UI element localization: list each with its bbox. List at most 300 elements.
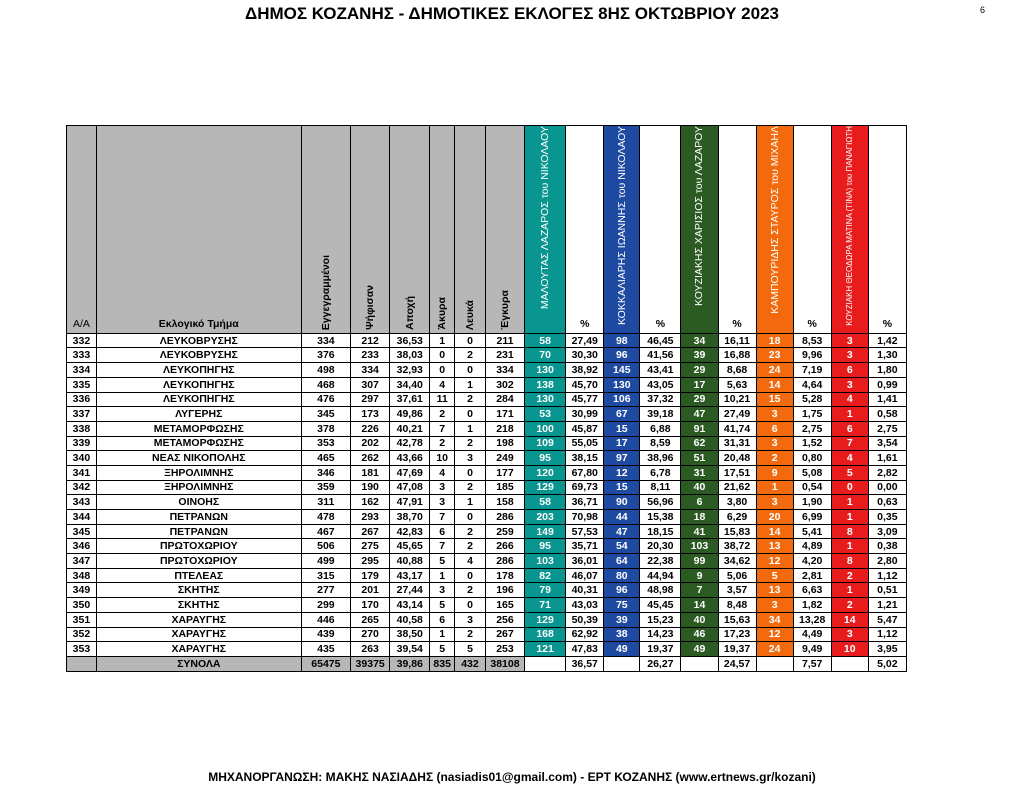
table-cell: 3,09	[868, 524, 906, 539]
header-blank: Λευκά	[455, 126, 486, 334]
header-candidate-2: ΚΟΚΚΑΛΙΑΡΗΣ ΙΩΑΝΝΗΣ του ΝΙΚΟΛΑΟΥ	[604, 126, 640, 334]
table-cell: 11	[430, 392, 455, 407]
table-cell: 253	[485, 642, 524, 657]
table-cell: 352	[67, 627, 97, 642]
table-cell: 211	[485, 333, 524, 348]
table-cell: 106	[604, 392, 640, 407]
table-cell: 51	[681, 451, 718, 466]
totals-cell: 36,57	[566, 656, 604, 671]
table-cell: 38,72	[718, 539, 756, 554]
table-cell: 0,63	[868, 495, 906, 510]
table-row	[67, 539, 907, 554]
table-cell: 334	[351, 363, 390, 378]
table-cell: 2	[455, 348, 486, 363]
table-row	[67, 627, 907, 642]
table-cell: 31,31	[718, 436, 756, 451]
table-cell: 98	[604, 333, 640, 348]
table-cell: 2	[455, 392, 486, 407]
table-cell: 48,98	[640, 583, 681, 598]
table-cell: 45,45	[640, 598, 681, 613]
table-cell: 23	[756, 348, 793, 363]
table-cell: 70	[525, 348, 566, 363]
page-number: 6	[980, 5, 986, 15]
table-cell: 2,81	[793, 568, 831, 583]
table-cell: 344	[67, 510, 97, 525]
table-cell: 41,56	[640, 348, 681, 363]
table-cell: 7	[430, 421, 455, 436]
table-cell: 40	[681, 612, 718, 627]
table-cell: 338	[67, 421, 97, 436]
table-cell: 5,28	[793, 392, 831, 407]
table-cell: 43,14	[390, 598, 430, 613]
table-row	[67, 568, 907, 583]
table-cell: 67,80	[566, 465, 604, 480]
table-cell: 333	[67, 348, 97, 363]
table-cell: 46,45	[640, 333, 681, 348]
table-row	[67, 333, 907, 348]
totals-cell: 39,86	[390, 656, 430, 671]
table-cell: 90	[604, 495, 640, 510]
table-cell: 8	[831, 524, 868, 539]
table-cell: 1,52	[793, 436, 831, 451]
header-candidate-1: ΜΑΛΟΥΤΑΣ ΛΑΖΑΡΟΣ του ΝΙΚΟΛΑΟΥ	[525, 126, 566, 334]
table-cell: 286	[485, 510, 524, 525]
table-cell: 351	[67, 612, 97, 627]
table-cell: 233	[351, 348, 390, 363]
page-title: ΔΗΜΟΣ ΚΟΖΑΝΗΣ - ΔΗΜΟΤΙΚΕΣ ΕΚΛΟΓΕΣ 8ΗΣ ΟΚΤΩΒΡΙΟΥ 2023	[245, 4, 779, 23]
table-cell: 7	[681, 583, 718, 598]
table-cell: 342	[67, 480, 97, 495]
table-cell: 1	[831, 407, 868, 422]
header-pct-1: %	[566, 126, 604, 334]
table-cell: 0	[455, 598, 486, 613]
table-cell: 350	[67, 598, 97, 613]
table-cell: 29	[681, 363, 718, 378]
table-cell: 3	[756, 495, 793, 510]
table-cell: 1	[831, 583, 868, 598]
table-cell: 53	[525, 407, 566, 422]
table-row	[67, 598, 907, 613]
table-cell: 0	[455, 333, 486, 348]
table-row	[67, 583, 907, 598]
table-row	[67, 451, 907, 466]
header-dept: Εκλογικό Τμήμα	[96, 126, 301, 334]
table-cell: 2	[831, 568, 868, 583]
table-cell: 1,12	[868, 627, 906, 642]
table-cell: 0,58	[868, 407, 906, 422]
table-cell: 2	[455, 539, 486, 554]
table-row	[67, 510, 907, 525]
table-cell: 40	[681, 480, 718, 495]
totals-cell: 24,57	[718, 656, 756, 671]
table-cell: 0,80	[793, 451, 831, 466]
totals-cell: 10011	[604, 656, 640, 671]
table-cell: 3	[831, 348, 868, 363]
table-cell: 349	[67, 583, 97, 598]
table-cell: 165	[485, 598, 524, 613]
table-cell: ΣΚΗΤΗΣ	[96, 598, 301, 613]
table-cell: 6,88	[640, 421, 681, 436]
table-cell: 3,54	[868, 436, 906, 451]
table-cell: 2	[455, 524, 486, 539]
table-cell: 1,42	[868, 333, 906, 348]
table-cell: 8,11	[640, 480, 681, 495]
table-cell: 54	[604, 539, 640, 554]
table-cell: 3,95	[868, 642, 906, 657]
table-cell: 96	[604, 583, 640, 598]
table-cell: 1	[831, 539, 868, 554]
table-cell: 19,37	[640, 642, 681, 657]
totals-cell: 13935	[525, 656, 566, 671]
table-cell: 173	[351, 407, 390, 422]
table-cell: 34,40	[390, 377, 430, 392]
table-cell: 130	[525, 363, 566, 378]
table-cell: 38,92	[566, 363, 604, 378]
table-cell: 203	[525, 510, 566, 525]
table-cell: 36,53	[390, 333, 430, 348]
table-cell: 38,15	[566, 451, 604, 466]
table-cell: 39	[681, 348, 718, 363]
table-cell: 130	[604, 377, 640, 392]
table-cell: 6,63	[793, 583, 831, 598]
totals-cell: 1913	[831, 656, 868, 671]
table-cell: 58	[525, 333, 566, 348]
totals-cell: 39375	[351, 656, 390, 671]
table-cell: 478	[301, 510, 350, 525]
table-cell: 190	[351, 480, 390, 495]
table-cell: 8,48	[718, 598, 756, 613]
table-cell: 179	[351, 568, 390, 583]
table-cell: ΜΕΤΑΜΟΡΦΩΣΗΣ	[96, 421, 301, 436]
table-cell: ΝΕΑΣ ΝΙΚΟΠΟΛΗΣ	[96, 451, 301, 466]
totals-cell: 26,27	[640, 656, 681, 671]
table-cell: 40,88	[390, 554, 430, 569]
table-cell: 45,65	[390, 539, 430, 554]
table-cell: 103	[525, 554, 566, 569]
table-cell: 435	[301, 642, 350, 657]
table-cell: 226	[351, 421, 390, 436]
table-cell: 18	[756, 333, 793, 348]
table-cell: 177	[485, 465, 524, 480]
table-cell: 29	[681, 392, 718, 407]
table-cell: 8	[831, 554, 868, 569]
table-cell: 468	[301, 377, 350, 392]
table-cell: 27,49	[566, 333, 604, 348]
header-candidate-5: ΚΟΥΖΙΑΚΗ ΘΕΟΔΩΡΑ ΜΑΤΙΝΑ (ΤΙΝΑ) του ΠΑΝΑΓΙΩΤΗ	[831, 126, 868, 334]
table-cell: 4	[831, 392, 868, 407]
table-cell: 43,05	[640, 377, 681, 392]
table-cell: 6	[430, 612, 455, 627]
table-row	[67, 421, 907, 436]
table-cell: 277	[301, 583, 350, 598]
table-row	[67, 495, 907, 510]
table-cell: 37,32	[640, 392, 681, 407]
table-cell: 249	[485, 451, 524, 466]
table-cell: ΛΕΥΚΟΒΡΥΣΗΣ	[96, 333, 301, 348]
table-cell: 40,58	[390, 612, 430, 627]
table-cell: 15,63	[718, 612, 756, 627]
table-cell: 15	[604, 421, 640, 436]
table-cell: 9,49	[793, 642, 831, 657]
table-cell: 5,06	[718, 568, 756, 583]
table-cell: ΣΚΗΤΗΣ	[96, 583, 301, 598]
table-cell: 297	[351, 392, 390, 407]
table-cell: 43,41	[640, 363, 681, 378]
table-cell: 0	[455, 568, 486, 583]
table-cell: 7	[831, 436, 868, 451]
table-cell: 1	[831, 495, 868, 510]
table-cell: 337	[67, 407, 97, 422]
table-cell: 0,00	[868, 480, 906, 495]
table-cell: 5	[831, 465, 868, 480]
table-cell: 3,80	[718, 495, 756, 510]
header-candidate-4: ΚΑΜΠΟΥΡΙΔΗΣ ΣΤΑΥΡΟΣ του ΜΙΧΑΗΛ	[756, 126, 793, 334]
table-cell: ΞΗΡΟΛΙΜΝΗΣ	[96, 465, 301, 480]
table-cell: ΛΕΥΚΟΠΗΓΗΣ	[96, 377, 301, 392]
table-cell: 4,49	[793, 627, 831, 642]
table-cell: 12	[604, 465, 640, 480]
table-cell: 196	[485, 583, 524, 598]
table-cell: 0	[430, 348, 455, 363]
table-row	[67, 363, 907, 378]
table-cell: 231	[485, 348, 524, 363]
table-cell: 1,82	[793, 598, 831, 613]
table-cell: 10	[430, 451, 455, 466]
table-cell: 6	[831, 363, 868, 378]
table-cell: 64	[604, 554, 640, 569]
table-cell: 47,83	[566, 642, 604, 657]
table-cell: 0,38	[868, 539, 906, 554]
totals-cell: 2886	[756, 656, 793, 671]
table-cell: 57,53	[566, 524, 604, 539]
table-cell: 5	[756, 568, 793, 583]
table-cell: 14	[756, 377, 793, 392]
table-cell: 14,23	[640, 627, 681, 642]
table-cell: 465	[301, 451, 350, 466]
table-cell: 1	[455, 377, 486, 392]
table-cell: 18,15	[640, 524, 681, 539]
table-cell: 0,99	[868, 377, 906, 392]
table-cell: 343	[67, 495, 97, 510]
table-row	[67, 348, 907, 363]
table-row	[67, 392, 907, 407]
table-cell: 1	[455, 421, 486, 436]
table-cell: 44	[604, 510, 640, 525]
table-cell: 37,61	[390, 392, 430, 407]
header-valid: Έγκυρα	[485, 126, 524, 334]
table-cell: 42,83	[390, 524, 430, 539]
table-cell: 39,54	[390, 642, 430, 657]
header-registered: Εγγεγραμμένοι	[301, 126, 350, 334]
table-cell: 4,64	[793, 377, 831, 392]
table-cell: 39,18	[640, 407, 681, 422]
table-cell: 79	[525, 583, 566, 598]
table-cell: 3,57	[718, 583, 756, 598]
totals-cell: 38108	[485, 656, 524, 671]
table-cell: 38	[604, 627, 640, 642]
table-cell: 1,21	[868, 598, 906, 613]
table-cell: 348	[67, 568, 97, 583]
table-cell: 43,17	[390, 568, 430, 583]
table-cell: ΛΥΓΕΡΗΣ	[96, 407, 301, 422]
table-cell: 13,28	[793, 612, 831, 627]
table-cell: 10,21	[718, 392, 756, 407]
table-cell: ΠΤΕΛΕΑΣ	[96, 568, 301, 583]
table-cell: 2,82	[868, 465, 906, 480]
table-cell: 3	[756, 598, 793, 613]
table-cell: 30,30	[566, 348, 604, 363]
table-cell: 263	[351, 642, 390, 657]
table-cell: 75	[604, 598, 640, 613]
table-cell: 45,70	[566, 377, 604, 392]
table-cell: 4,89	[793, 539, 831, 554]
totals-cell: 65475	[301, 656, 350, 671]
table-cell: 4,20	[793, 554, 831, 569]
table-cell: 353	[301, 436, 350, 451]
table-cell: 346	[67, 539, 97, 554]
table-cell: 50,39	[566, 612, 604, 627]
totals-cell: 835	[430, 656, 455, 671]
table-cell: 24	[756, 363, 793, 378]
table-cell: 332	[67, 333, 97, 348]
table-cell: 62,92	[566, 627, 604, 642]
table-cell: 259	[485, 524, 524, 539]
table-cell: 24	[756, 642, 793, 657]
table-cell: 43,03	[566, 598, 604, 613]
table-cell: 1	[430, 333, 455, 348]
table-cell: 168	[525, 627, 566, 642]
table-cell: 1,61	[868, 451, 906, 466]
table-cell: 5	[430, 554, 455, 569]
table-cell: 15	[756, 392, 793, 407]
table-cell: 45,87	[566, 421, 604, 436]
table-cell: 69,73	[566, 480, 604, 495]
table-cell: 1,75	[793, 407, 831, 422]
table-cell: 5	[430, 642, 455, 657]
table-cell: 266	[485, 539, 524, 554]
table-cell: 30,99	[566, 407, 604, 422]
table-cell: 145	[604, 363, 640, 378]
table-cell: 7	[430, 510, 455, 525]
table-cell: 47,91	[390, 495, 430, 510]
table-cell: 162	[351, 495, 390, 510]
table-cell: 15,23	[640, 612, 681, 627]
table-cell: 499	[301, 554, 350, 569]
table-cell: 0	[455, 510, 486, 525]
table-cell: 0,54	[793, 480, 831, 495]
table-cell: 27,49	[718, 407, 756, 422]
table-cell: 34	[756, 612, 793, 627]
table-cell: 4	[430, 377, 455, 392]
table-cell: 96	[604, 348, 640, 363]
table-cell: 82	[525, 568, 566, 583]
table-cell: 345	[67, 524, 97, 539]
table-cell: 178	[485, 568, 524, 583]
totals-cell: 432	[455, 656, 486, 671]
table-cell: 9	[756, 465, 793, 480]
table-cell: 2	[756, 451, 793, 466]
totals-row	[67, 656, 907, 671]
table-cell: 345	[301, 407, 350, 422]
table-cell: 293	[351, 510, 390, 525]
table-cell: 295	[351, 554, 390, 569]
table-cell: 42,78	[390, 436, 430, 451]
table-cell: 5	[455, 642, 486, 657]
table-cell: 2	[455, 480, 486, 495]
table-cell: 20,30	[640, 539, 681, 554]
table-cell: 6	[681, 495, 718, 510]
table-cell: 334	[485, 363, 524, 378]
table-cell: 5,08	[793, 465, 831, 480]
table-row	[67, 612, 907, 627]
table-cell: 1	[831, 510, 868, 525]
table-cell: 9	[681, 568, 718, 583]
table-row	[67, 642, 907, 657]
table-cell: 302	[485, 377, 524, 392]
table-cell: 100	[525, 421, 566, 436]
table-cell: 95	[525, 539, 566, 554]
table-row	[67, 524, 907, 539]
table-cell: 31	[681, 465, 718, 480]
table-cell: 12	[756, 554, 793, 569]
table-cell: 1	[756, 480, 793, 495]
table-cell: 267	[485, 627, 524, 642]
table-cell: 3	[430, 480, 455, 495]
table-cell: 43,66	[390, 451, 430, 466]
table-cell: 58	[525, 495, 566, 510]
table-cell: 218	[485, 421, 524, 436]
table-cell: 2	[430, 436, 455, 451]
table-cell: ΧΑΡΑΥΓΗΣ	[96, 612, 301, 627]
table-cell: 446	[301, 612, 350, 627]
table-cell: 38,03	[390, 348, 430, 363]
results-table	[66, 125, 907, 672]
table-cell: 1,12	[868, 568, 906, 583]
table-cell: 4	[455, 554, 486, 569]
table-cell: ΠΡΩΤΟΧΩΡΙΟΥ	[96, 539, 301, 554]
table-cell: 0	[455, 363, 486, 378]
header-aa: Α/Α	[67, 126, 97, 334]
table-cell: 0	[831, 480, 868, 495]
table-cell: 8,59	[640, 436, 681, 451]
table-cell: 27,44	[390, 583, 430, 598]
table-cell: 40,21	[390, 421, 430, 436]
table-cell: 1	[430, 627, 455, 642]
totals-cell: 5,02	[868, 656, 906, 671]
table-cell: 13	[756, 539, 793, 554]
table-cell: 15,38	[640, 510, 681, 525]
table-cell: 47	[604, 524, 640, 539]
table-cell: 16,88	[718, 348, 756, 363]
table-cell: 286	[485, 554, 524, 569]
table-cell: 3	[756, 407, 793, 422]
table-cell: 181	[351, 465, 390, 480]
table-cell: 99	[681, 554, 718, 569]
table-cell: 35,71	[566, 539, 604, 554]
table-cell: 3	[455, 612, 486, 627]
table-cell: 2,75	[868, 421, 906, 436]
table-cell: 45,77	[566, 392, 604, 407]
table-cell: 212	[351, 333, 390, 348]
table-cell: 19,37	[718, 642, 756, 657]
table-cell: 170	[351, 598, 390, 613]
table-cell: 256	[485, 612, 524, 627]
table-cell: 80	[604, 568, 640, 583]
table-cell: 158	[485, 495, 524, 510]
footer-credits: ΜΗΧΑΝΟΡΓΑΝΩΣΗ: ΜΑΚΗΣ ΝΑΣΙΑΔΗΣ (nasiadis01@gmail.com) - ΕΡΤ ΚΟΖΑΝΗΣ (www.ertnews.gr/kozani)	[208, 770, 816, 784]
table-cell: 34	[681, 333, 718, 348]
table-cell: ΞΗΡΟΛΙΜΝΗΣ	[96, 480, 301, 495]
